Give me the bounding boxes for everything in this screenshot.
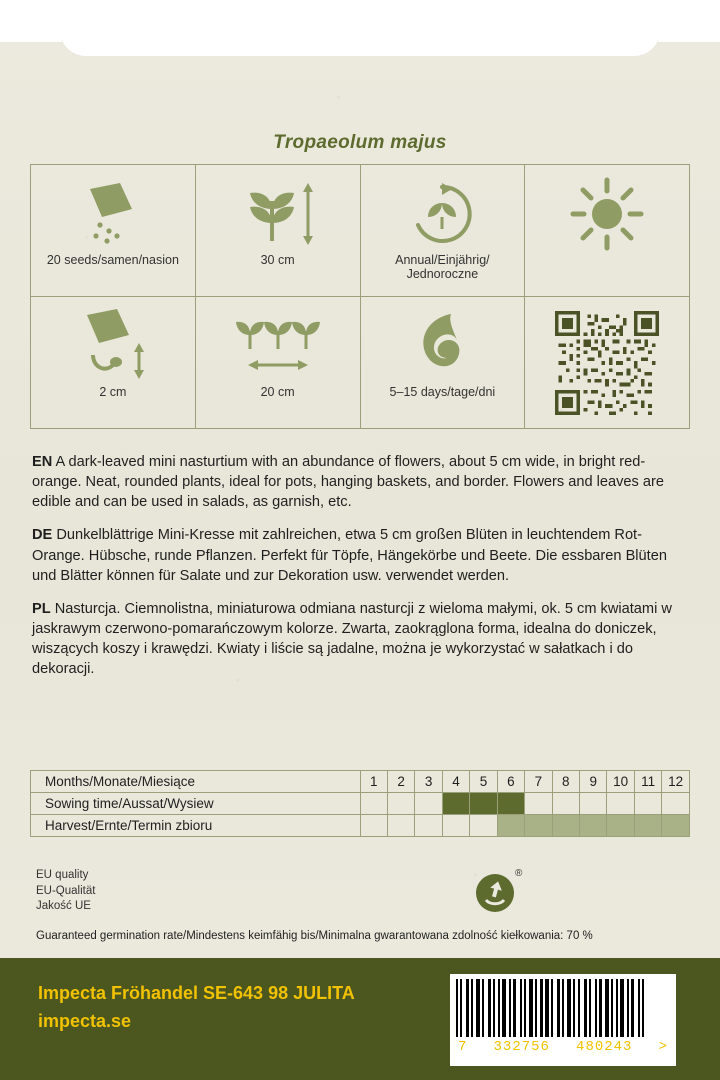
harvest-cell [360, 815, 387, 837]
language-label-de: DE [32, 527, 53, 544]
harvest-cell [662, 815, 690, 837]
harvest-cell [607, 815, 634, 837]
seed-packet-pour-icon [76, 175, 150, 253]
harvest-cell [552, 815, 579, 837]
info-cell-caption: 30 cm [260, 253, 295, 267]
harvest-cell [634, 815, 661, 837]
harvest-cell [442, 815, 469, 837]
sowing-cell [634, 793, 661, 815]
registered-trademark-mark: ® [515, 868, 523, 879]
row-label-harvest: Harvest/Ernte/Termin zbioru [31, 815, 361, 837]
hanger-notch-right [658, 0, 720, 42]
month-header: 7 [525, 771, 552, 793]
month-header: 12 [662, 771, 690, 793]
harvest-cell [415, 815, 442, 837]
description-block [32, 452, 684, 692]
info-icon-grid [30, 164, 690, 429]
table-row-sowing [31, 793, 690, 815]
barcode-trailing: > [658, 1039, 668, 1055]
eu-quality-line: EU quality [36, 869, 89, 881]
info-cell-caption: 5–15 days/tage/dni [389, 385, 496, 399]
harvest-cell [525, 815, 552, 837]
sowing-cell [525, 793, 552, 815]
recycling-icon [474, 872, 516, 914]
life-cycle-icon [404, 175, 480, 253]
info-cell-caption: Annual/Einjährig/ Jednoroczne [395, 253, 490, 282]
month-header: 1 [360, 771, 387, 793]
month-header: 8 [552, 771, 579, 793]
row-label-months: Months/Monate/Miesiące [31, 771, 361, 793]
sowing-depth-icon [71, 307, 155, 385]
footer-bar [0, 958, 720, 1080]
description-text-en: A dark-leaved mini nasturtium with an abundance of flowers, about 5 cm wide, in bright red-orange. Neat, rounded plants, ideal for pots, hanging baskets, and border. Flowers and leaves are edible and can be used in salads, as garnish, etc. [32, 454, 664, 511]
sowing-cell [607, 793, 634, 815]
month-header: 11 [634, 771, 661, 793]
brand-block [38, 980, 355, 1036]
info-cell-germination-time [361, 297, 526, 429]
sowing-cell [360, 793, 387, 815]
description-text-pl: Nasturcja. Ciemnolistna, miniaturowa odmiana nasturcji z wieloma małymi, ok. 5 cm kwiatami w jaskrawym czerwono-pomarańczowym kolorze. Zwarta, zaokrąglona forma, idealna do doniczek, wiszących koszy i krawędzi. Kwiaty i liście są jadalne, można je wykorzystać w sałatkach i do dekoracji. [32, 600, 672, 678]
website-link[interactable]: impecta.se [38, 1010, 132, 1031]
language-label-pl: PL [32, 600, 51, 617]
info-cell-caption: 2 cm [99, 385, 127, 399]
sowing-cell [415, 793, 442, 815]
description-de [32, 525, 684, 585]
info-cell-qr-code[interactable] [525, 297, 690, 429]
harvest-cell [497, 815, 524, 837]
month-header: 9 [580, 771, 607, 793]
barcode [450, 974, 676, 1066]
info-cell-caption: 20 seeds/samen/nasion [46, 253, 179, 267]
eu-quality-line: EU-Qualität [36, 884, 96, 897]
month-header: 10 [607, 771, 634, 793]
eu-quality-block [36, 868, 95, 915]
month-header: 4 [442, 771, 469, 793]
info-cell-seed-count [31, 165, 196, 297]
description-text-de: Dunkelblättrige Mini-Kresse mit zahlreichen, etwa 5 cm großen Blüten in leuchtendem Rot-Orange. Hübsche, runde Pflanzen. Perfekt für Töpfe, Hängekörbe und Beete. Die essbaren Blüten und Blätter können für Salate und zur Dekoration usw. verwendet werden. [32, 527, 667, 584]
sowing-cell [442, 793, 469, 815]
barcode-digits [456, 1037, 670, 1055]
info-cell-caption: 20 cm [260, 385, 295, 399]
barcode-digit-mid: 332756 [493, 1039, 550, 1055]
info-cell-plant-spacing [196, 297, 361, 429]
description-pl [32, 599, 684, 680]
hanger-notch [60, 0, 660, 56]
table-row-harvest [31, 815, 690, 837]
sun-icon [565, 175, 649, 253]
hanger-notch-left [0, 0, 62, 42]
info-cell-plant-height [196, 165, 361, 297]
month-header: 5 [470, 771, 497, 793]
page-title: Tropaeolum majus [273, 132, 447, 153]
barcode-digit-right: 480243 [576, 1039, 633, 1055]
plant-height-icon [236, 175, 320, 253]
eu-quality-line: Jakość UE [36, 900, 91, 913]
plant-spacing-icon [230, 307, 326, 385]
sowing-cell [497, 793, 524, 815]
row-label-sowing: Sowing time/Aussat/Wysiew [31, 793, 361, 815]
description-en [32, 452, 684, 512]
qr-code-icon[interactable] [555, 311, 659, 415]
info-cell-sun-exposure [525, 165, 690, 297]
harvest-cell [470, 815, 497, 837]
sowing-calendar-table [30, 770, 690, 837]
company-name: Impecta Fröhandel SE-643 98 JULITA [38, 983, 355, 1003]
info-cell-life-cycle [361, 165, 526, 297]
germination-time-icon [407, 307, 477, 385]
sowing-cell [580, 793, 607, 815]
sowing-cell [470, 793, 497, 815]
barcode-bars [456, 979, 670, 1037]
harvest-cell [387, 815, 414, 837]
month-header: 3 [415, 771, 442, 793]
sowing-cell [662, 793, 690, 815]
month-header: 6 [497, 771, 524, 793]
barcode-digit-left: 7 [458, 1039, 468, 1055]
sowing-cell [552, 793, 579, 815]
month-header: 2 [387, 771, 414, 793]
sowing-cell [387, 793, 414, 815]
language-label-en: EN [32, 454, 53, 470]
germination-rate-note: Guaranteed germination rate/Mindestens keimfähig bis/Minimalna gwarantowana zdolność kiełkowania: 70 % [36, 930, 593, 942]
table-row-months [31, 771, 690, 793]
info-cell-sowing-depth [31, 297, 196, 429]
harvest-cell [580, 815, 607, 837]
